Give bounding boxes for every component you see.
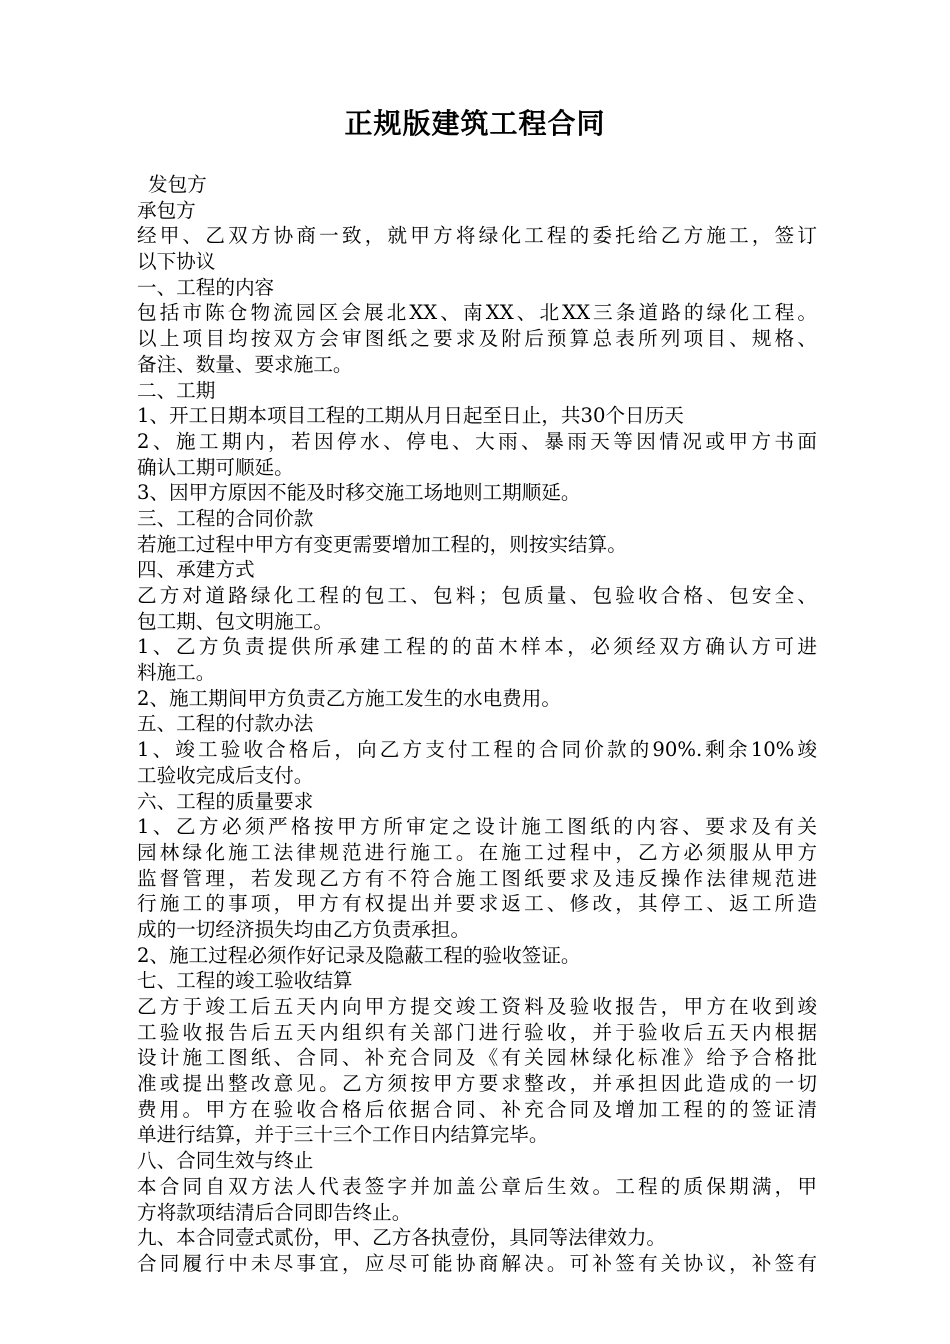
document-title: 正规版建筑工程合同 [344, 107, 606, 140]
document-line: 三、工程的合同价款 [137, 506, 314, 530]
document-line: 合同履行中未尽事宜，应尽可能协商解决。可补签有关协议，补签有 [137, 1251, 817, 1275]
document-line: 2、施工期间甲方负责乙方施工发生的水电费用。 [137, 686, 561, 710]
document-line: 一、工程的内容 [137, 275, 275, 299]
document-line: 六、工程的质量要求 [137, 789, 314, 813]
document-line: 包括市陈仓物流园区会展北XX、南XX、北XX三条道路的绿化工程。 [137, 301, 817, 325]
document-line: 1、开工日期本项目工程的工期从月日起至日止，共30个日历天 [137, 404, 684, 428]
document-line: 确认工期可顺延。 [137, 455, 294, 479]
document-line: 承包方 [137, 198, 196, 222]
document-line: 设计施工图纸、合同、补充合同及《有关园林绿化标准》给予合格批 [137, 1046, 817, 1070]
document-body [137, 172, 817, 1277]
document-line: 1、竣工验收合格后，向乙方支付工程的合同价款的90%.剩余10%竣 [137, 738, 817, 762]
document-line: 1、乙方必须严格按甲方所审定之设计施工图纸的内容、要求及有关 [137, 815, 817, 839]
document-line: 发包方 [148, 173, 207, 196]
document-line: 2、施工过程必须作好记录及隐蔽工程的验收签证。 [137, 943, 581, 967]
document-line: 九、本合同壹式贰份，甲、乙方各执壹份，具同等法律效力。 [137, 1226, 667, 1250]
document-line: 若施工过程中甲方有变更需要增加工程的，则按实结算。 [137, 532, 627, 556]
document-line: 费用。甲方在验收合格后依据合同、补充合同及增加工程的的签证清 [137, 1097, 817, 1121]
document-line: 料施工。 [137, 661, 216, 685]
document-line: 本合同自双方法人代表签字并加盖公章后生效。工程的质保期满，甲 [137, 1174, 817, 1198]
document-line: 行施工的事项，甲方有权提出并要求返工、修改，其停工、返工所造 [137, 892, 817, 916]
document-line: 准或提出整改意见。乙方须按甲方要求整改，并承担因此造成的一切 [137, 1072, 817, 1096]
document-line: 乙方于竣工后五天内向甲方提交竣工资料及验收报告，甲方在收到竣 [137, 995, 817, 1018]
document-line: 以下协议 [137, 250, 216, 274]
document-line: 工验收报告后五天内组织有关部门进行验收，并于验收后五天内根据 [137, 1020, 817, 1044]
document-line: 园林绿化施工法律规范进行施工。在施工过程中，乙方必须服从甲方 [137, 840, 817, 864]
document-line: 方将款项结清后合同即告终止。 [137, 1200, 412, 1224]
document-line: 1、乙方负责提供所承建工程的的苗木样本，必须经双方确认方可进 [137, 635, 817, 659]
document-line: 以上项目均按双方会审图纸之要求及附后预算总表所列项目、规格、 [137, 327, 817, 351]
document-line: 七、工程的竣工验收结算 [137, 969, 353, 993]
document-line: 监督管理，若发现乙方有不符合施工图纸要求及违反操作法律规范进 [137, 866, 817, 890]
document-line: 备注、数量、要求施工。 [137, 352, 353, 376]
document-line: 包工期、包文明施工。 [137, 609, 333, 633]
document-line: 五、工程的付款办法 [137, 712, 314, 736]
document-line: 经甲、乙双方协商一致，就甲方将绿化工程的委托给乙方施工，签订 [137, 224, 817, 248]
document-line: 八、合同生效与终止 [137, 1149, 314, 1173]
document-line: 2、施工期内，若因停水、停电、大雨、暴雨天等因情况或甲方书面 [137, 429, 817, 453]
document-line: 3、因甲方原因不能及时移交施工场地则工期顺延。 [137, 481, 581, 505]
document-line: 工验收完成后支付。 [137, 763, 314, 787]
document-line: 二、工期 [137, 378, 216, 402]
document-line: 乙方对道路绿化工程的包工、包料；包质量、包验收合格、包安全、 [137, 584, 817, 607]
document-line: 单进行结算，并于三十三个工作日内结算完毕。 [137, 1123, 549, 1147]
document-line: 成的一切经济损失均由乙方负责承担。 [137, 917, 471, 941]
document-line: 四、承建方式 [137, 558, 255, 582]
